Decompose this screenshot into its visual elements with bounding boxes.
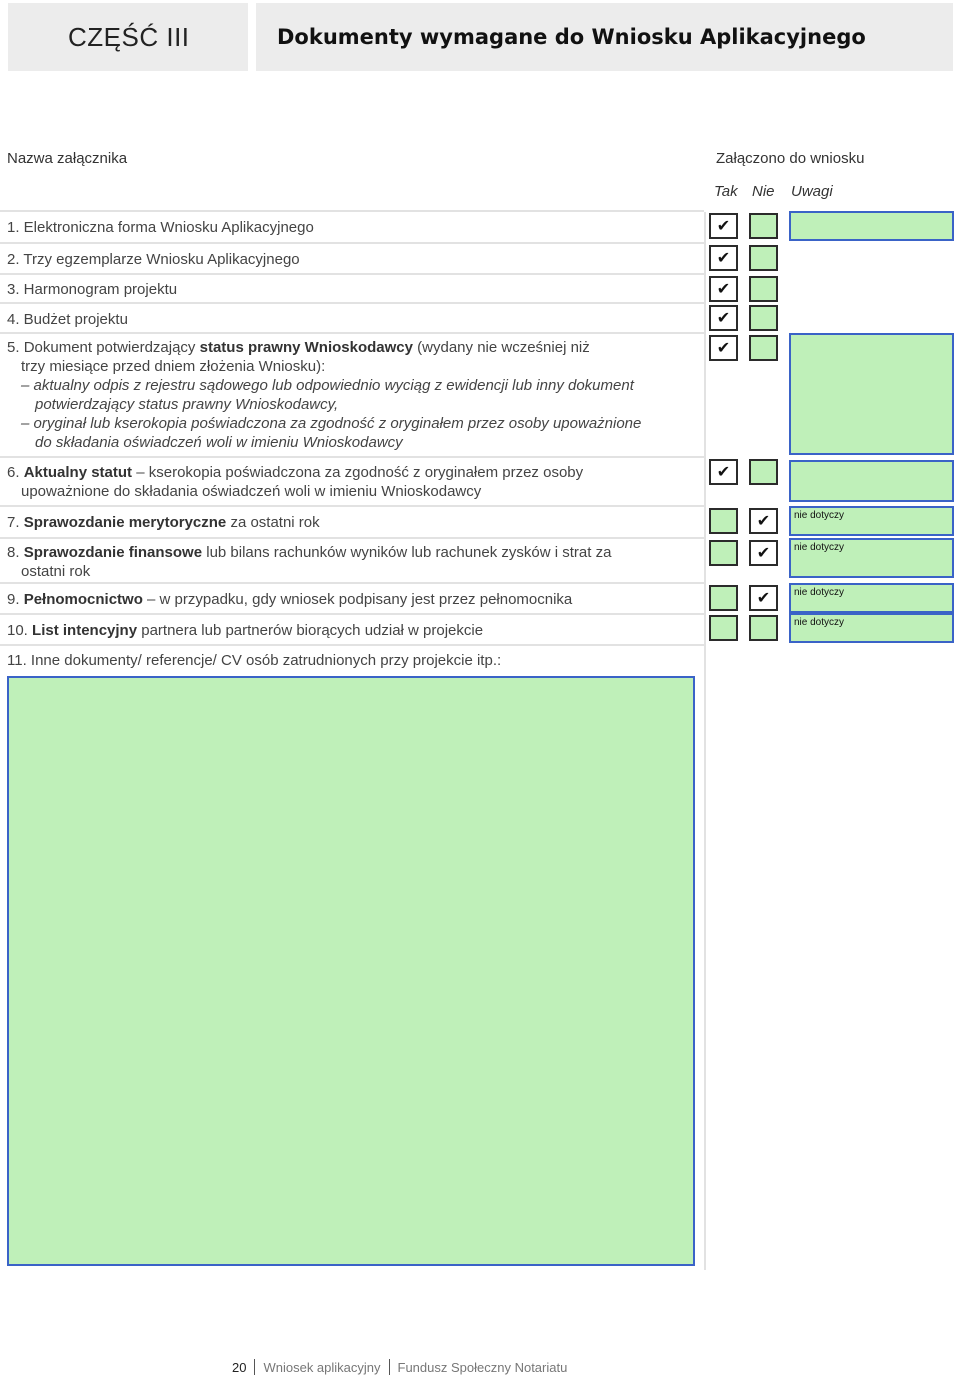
attachment-row-3-label: 3. Harmonogram projektu bbox=[7, 281, 178, 298]
page-number: 20 bbox=[232, 1359, 247, 1375]
row-7-text-rest: za ostatni rok bbox=[230, 514, 320, 531]
row-8-text-rest: lub bilans rachunków wyników lub rachunek zysków i strat za bbox=[206, 544, 612, 561]
row-8-number: 8. bbox=[7, 544, 20, 561]
row-7-number: 7. bbox=[7, 514, 20, 531]
attachment-row-5-label bbox=[7, 338, 702, 452]
row-8-text-line2: ostatni rok bbox=[21, 563, 91, 580]
row-divider bbox=[0, 613, 704, 615]
row-3-yes-checkmark-icon: ✔ bbox=[716, 279, 731, 298]
row-10-text-rest: partnera lub partnerów biorących udział w projekcie bbox=[141, 622, 484, 639]
row-6-remarks-field[interactable] bbox=[789, 460, 954, 502]
row-5-yes-checkmark-icon: ✔ bbox=[716, 338, 731, 357]
column-header-name: Nazwa załącznika bbox=[7, 150, 128, 167]
footer-separator bbox=[254, 1359, 255, 1375]
row-divider bbox=[0, 456, 704, 458]
row-10-yes-checkbox[interactable] bbox=[709, 615, 738, 641]
row-10-number: 10. bbox=[7, 622, 28, 639]
row-9-remarks-field[interactable]: nie dotyczy bbox=[789, 583, 954, 613]
column-header-remarks: Uwagi bbox=[791, 183, 833, 200]
attachment-row-9-label bbox=[7, 590, 702, 609]
row-9-no-checkmark-icon: ✔ bbox=[756, 588, 771, 607]
attachment-row-7-label bbox=[7, 513, 702, 532]
footer-document-name: Wniosek aplikacyjny bbox=[263, 1359, 381, 1375]
row-5-text-a: Dokument potwierdzający bbox=[23, 339, 196, 356]
attachment-row-6-label bbox=[7, 463, 702, 501]
row-9-number: 9. bbox=[7, 591, 20, 608]
row-10-no-checkbox[interactable] bbox=[749, 615, 778, 641]
row-5-no-checkbox[interactable] bbox=[749, 335, 778, 361]
page-title: Dokumenty wymagane do Wniosku Aplikacyjnego bbox=[256, 3, 953, 71]
row-divider bbox=[0, 273, 704, 275]
attachment-row-10-label bbox=[7, 621, 702, 640]
column-divider bbox=[704, 212, 706, 1270]
row-2-yes-checkmark-icon: ✔ bbox=[716, 248, 731, 267]
row-1-no-checkbox[interactable] bbox=[749, 213, 778, 239]
row-9-text-rest: – w przypadku, gdy wniosek podpisany jest przez pełnomocnika bbox=[147, 591, 573, 608]
row-8-text-bold: Sprawozdanie finansowe bbox=[23, 544, 203, 561]
row-3-no-checkbox[interactable] bbox=[749, 276, 778, 302]
column-header-yes: Tak bbox=[714, 183, 738, 200]
row-divider bbox=[0, 537, 704, 539]
row-1-yes-checkmark-icon: ✔ bbox=[716, 216, 731, 235]
column-header-attached: Załączono do wniosku bbox=[716, 150, 865, 167]
row-9-text-bold: Pełnomocnictwo bbox=[23, 591, 143, 608]
row-5-text-bold: status prawny Wnioskodawcy bbox=[199, 339, 413, 356]
row-7-yes-checkbox[interactable] bbox=[709, 508, 738, 534]
attachment-row-8-label bbox=[7, 543, 702, 581]
row-divider bbox=[0, 505, 704, 507]
row-divider bbox=[0, 582, 704, 584]
row-8-yes-checkbox[interactable] bbox=[709, 540, 738, 566]
row-6-yes-checkmark-icon: ✔ bbox=[716, 462, 731, 481]
row-6-text-line2: upoważnione do składania oświadczeń woli w imieniu Wnioskodawcy bbox=[21, 483, 482, 500]
column-header-no: Nie bbox=[752, 183, 775, 200]
row-2-no-checkbox[interactable] bbox=[749, 245, 778, 271]
row-1-remarks-field[interactable] bbox=[789, 211, 954, 241]
row-8-no-checkmark-icon: ✔ bbox=[756, 543, 771, 562]
row-5-text-g: – oryginał lub kserokopia poświadczona za zgodność z oryginałem przez osoby upoważnione bbox=[21, 415, 642, 432]
row-6-text-rest: – kserokopia poświadczona za zgodność z oryginałem przez osoby bbox=[136, 464, 584, 481]
row-10-remarks-field[interactable]: nie dotyczy bbox=[789, 613, 954, 643]
row-divider bbox=[0, 210, 704, 212]
row-5-number: 5. bbox=[7, 339, 20, 356]
row-6-text-bold: Aktualny statut bbox=[23, 464, 133, 481]
row-5-text-c: (wydany nie wcześniej niż bbox=[417, 339, 590, 356]
row-9-yes-checkbox[interactable] bbox=[709, 585, 738, 611]
attachment-row-1-label: 1. Elektroniczna forma Wniosku Aplikacyjnego bbox=[7, 219, 314, 236]
row-5-text-d: trzy miesiące przed dniem złożenia Wniosku): bbox=[21, 358, 326, 375]
row-divider bbox=[0, 242, 704, 244]
row-7-remarks-field[interactable]: nie dotyczy bbox=[789, 506, 954, 536]
attachment-row-4-label: 4. Budżet projektu bbox=[7, 311, 128, 328]
row-7-text-bold: Sprawozdanie merytoryczne bbox=[23, 514, 227, 531]
row-8-remarks-field[interactable]: nie dotyczy bbox=[789, 538, 954, 578]
row-5-text-f: potwierdzający status prawny Wnioskodawcy, bbox=[35, 396, 339, 413]
section-part-label: CZĘŚĆ III bbox=[8, 3, 248, 71]
row-divider bbox=[0, 302, 704, 304]
row-5-remarks-field[interactable] bbox=[789, 333, 954, 455]
footer-organization: Fundusz Społeczny Notariatu bbox=[397, 1359, 568, 1375]
row-4-yes-checkmark-icon: ✔ bbox=[716, 308, 731, 327]
row-5-text-e: – aktualny odpis z rejestru sądowego lub odpowiednio wyciąg z ewidencji lub inny dokument bbox=[21, 377, 634, 394]
page-footer bbox=[232, 1359, 567, 1375]
row-6-no-checkbox[interactable] bbox=[749, 459, 778, 485]
row-4-no-checkbox[interactable] bbox=[749, 305, 778, 331]
attachment-row-2-label: 2. Trzy egzemplarze Wniosku Aplikacyjnego bbox=[7, 251, 300, 268]
row-5-text-h: do składania oświadczeń woli w imieniu Wnioskodawcy bbox=[35, 434, 403, 451]
footer-separator bbox=[389, 1359, 390, 1375]
row-divider bbox=[0, 644, 704, 646]
attachment-row-11-label: 11. Inne dokumenty/ referencje/ CV osób zatrudnionych przy projekcie itp.: bbox=[7, 652, 502, 669]
row-6-number: 6. bbox=[7, 464, 20, 481]
row-7-no-checkmark-icon: ✔ bbox=[756, 511, 771, 530]
row-10-text-bold: List intencyjny bbox=[32, 622, 138, 639]
row-divider bbox=[0, 332, 704, 334]
other-documents-field[interactable] bbox=[7, 676, 695, 1266]
